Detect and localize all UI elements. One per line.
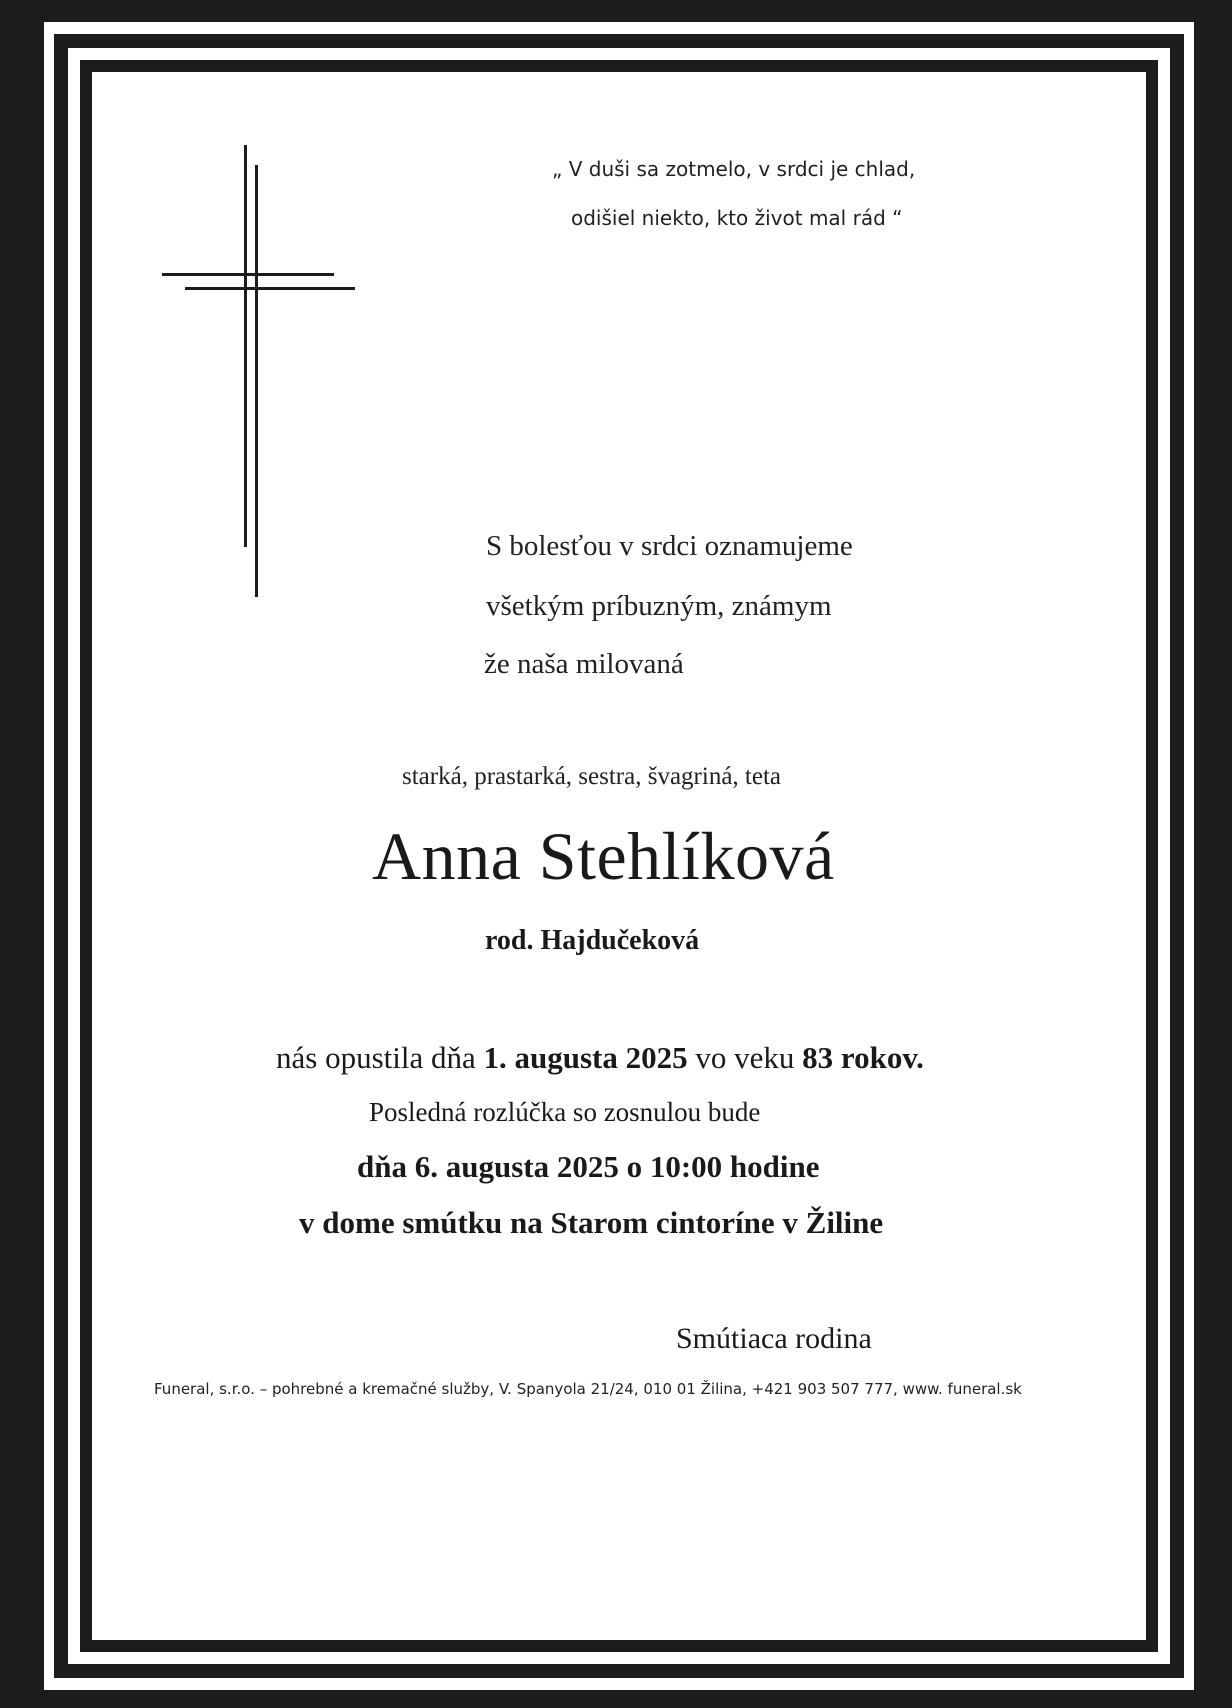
farewell-line: Posledná rozlúčka so zosnulou bude — [369, 1097, 761, 1127]
intro-line-2: všetkým príbuzným, známym — [486, 590, 832, 622]
ceremony-place: v dome smútku na Starom cintoríne v Žiline — [299, 1205, 884, 1240]
passed-prefix: nás opustila dňa — [276, 1040, 476, 1075]
intro-line-3: že naša milovaná — [484, 648, 684, 680]
passed-date: 1. augusta 2025 — [483, 1040, 688, 1075]
passed-age: 83 rokov. — [802, 1040, 924, 1075]
maiden-name: rod. Hajdučeková — [485, 925, 700, 956]
quote-line-1: „ V duši sa zotmelo, v srdci je chlad, — [552, 157, 916, 181]
signature: Smútiaca rodina — [676, 1322, 872, 1355]
quote-line-2: odišiel niekto, kto život mal rád “ — [571, 206, 903, 230]
cross-vertical-bar-2 — [255, 165, 258, 597]
cross-vertical-bar-1 — [244, 145, 247, 547]
funeral-service-footer: Funeral, s.r.o. – pohrebné a kremačné služby, V. Spanyola 21/24, 010 01 Žilina, +421 903 507 777, www. funeral.sk — [154, 1380, 1022, 1398]
ceremony-date-time: dňa 6. augusta 2025 o 10:00 hodine — [357, 1149, 820, 1184]
deceased-name: Anna Stehlíková — [372, 818, 835, 894]
intro-line-1: S bolesťou v srdci oznamujeme — [486, 530, 853, 562]
passed-middle: vo veku — [695, 1040, 795, 1075]
passed-away-line — [276, 1040, 924, 1076]
relations-line: starká, prastarká, sestra, švagriná, teta — [402, 763, 782, 790]
cross-horizontal-bar-2 — [185, 287, 355, 290]
cross-horizontal-bar-1 — [162, 273, 334, 276]
